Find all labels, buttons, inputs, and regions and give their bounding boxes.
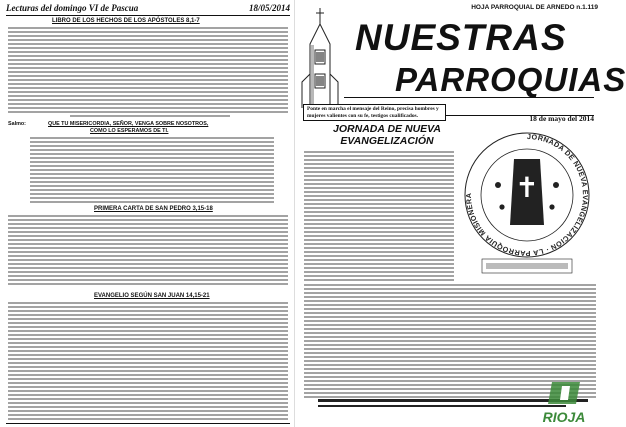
readings-date: 18/05/2014 bbox=[248, 3, 290, 13]
column-divider bbox=[294, 0, 295, 427]
header-rule bbox=[6, 15, 290, 16]
jornada-headline-line1: JORNADA DE NUEVA bbox=[333, 123, 441, 135]
first-reading-title: LIBRO DE LOS HECHOS DE LOS APÓSTOLES 8,1-7 bbox=[52, 18, 200, 24]
jornada-headline-line2: EVANGELIZACIÓN bbox=[340, 135, 434, 147]
article-text-block-1 bbox=[304, 151, 454, 281]
jornada-logo bbox=[458, 125, 596, 283]
first-reading-last-line bbox=[70, 115, 230, 119]
masthead-title-line2: PARROQUIAS bbox=[395, 61, 626, 98]
jornada-headline bbox=[322, 123, 452, 147]
gospel-text bbox=[8, 302, 288, 420]
first-reading-text bbox=[8, 27, 288, 113]
issue-date: 18 de mayo del 2014 bbox=[529, 114, 594, 123]
second-reading-text bbox=[8, 215, 288, 287]
masthead-title-line1: NUESTRAS bbox=[355, 17, 567, 58]
rioja-stamp-logo bbox=[522, 380, 598, 427]
readings-header bbox=[6, 2, 290, 14]
readings-column bbox=[0, 0, 292, 427]
logo-cross-icon: ✝ bbox=[515, 171, 539, 204]
gospel-title: EVANGELIO SEGÚN SAN JUAN 14,15-21 bbox=[94, 293, 210, 299]
readings-title: Lecturas del domingo VI de Pascua bbox=[6, 3, 139, 13]
footer-rule bbox=[6, 423, 290, 424]
church-tower-illustration bbox=[300, 4, 340, 109]
psalm-verses bbox=[30, 137, 274, 205]
psalm-label: Salmo: bbox=[8, 121, 26, 127]
logo-ring-text: JORNADA DE NUEVA EVANGELIZACIÓN · LA PARROQUIA MISIONERA bbox=[463, 131, 591, 259]
second-reading-title: PRIMERA CARTA DE SAN PEDRO 3,15-18 bbox=[94, 206, 213, 212]
psalm-response-2: COMO LO ESPERAMOS DE TI. bbox=[90, 128, 169, 134]
rioja-stamp-text: RIOJA bbox=[542, 409, 586, 425]
masthead-tagline: Ponte en marcha el mensaje del Reino, precisa hombres y mujeres valientes con su fe, testigos cualificados. bbox=[303, 104, 446, 121]
psalm-response: QUE TU MISERICORDIA, SEÑOR, VENGA SOBRE NOSOTROS, bbox=[48, 121, 209, 127]
parish-issue-label: HOJA PARROQUIAL DE ARNEDO n.1.119 bbox=[471, 4, 598, 11]
